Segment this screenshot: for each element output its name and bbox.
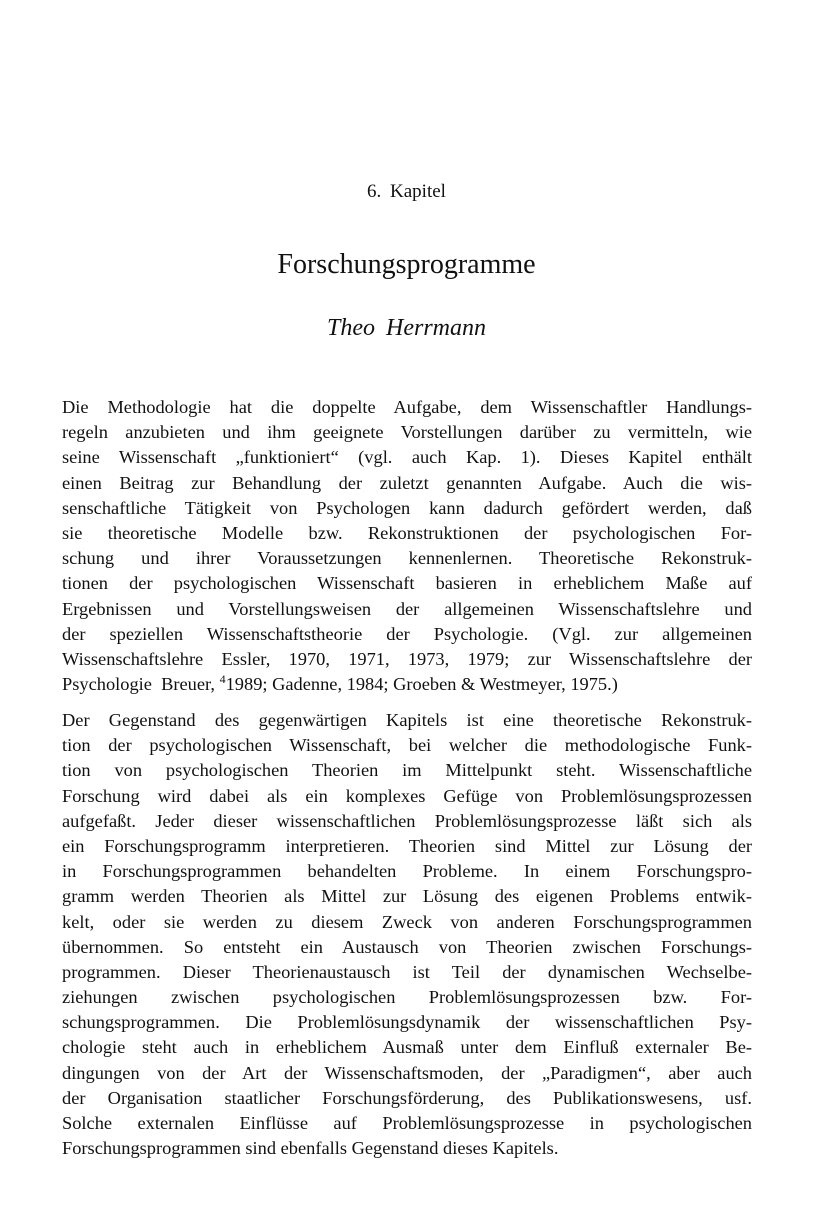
paragraph-2: [62, 708, 752, 1161]
text-line: Wissenschaftslehre Essler, 1970, 1971, 1973, 1979; zur Wissenschaftslehre der: [62, 648, 752, 669]
edition-superscript: 4: [219, 671, 226, 686]
text-line: gramm werden Theorien als Mittel zur Lösung des eigenen Problems entwik-: [62, 886, 752, 907]
text-line: einen Beitrag zur Behandlung der zuletzt genannten Aufgabe. Auch die wis-: [62, 472, 752, 493]
citation-text-rest: 1989; Gadenne, 1984; Groeben & Westmeyer, 1975.): [225, 674, 618, 695]
text-line: tionen der psychologischen Wissenschaft basieren in erheblichem Maße auf: [62, 573, 752, 594]
text-line: Forschung wird dabei als ein komplexes Gefüge von Problemlösungsprozessen: [62, 785, 752, 806]
text-line: chologie steht auch in erheblichem Ausmaß unter dem Einfluß externaler Be-: [62, 1037, 752, 1058]
paragraph-1: [62, 395, 752, 697]
text-line-citation: [62, 672, 752, 697]
text-line: schung und ihrer Voraussetzungen kennenlernen. Theoretische Rekonstruk-: [62, 548, 752, 569]
text-line: senschaftliche Tätigkeit von Psychologen kann dadurch gefördert werden, daß: [62, 497, 752, 518]
author-name: Theo Herrmann: [327, 315, 486, 341]
text-line: programmen. Dieser Theorienaustausch ist Teil der dynamischen Wechselbe-: [62, 961, 752, 982]
text-line: in Forschungsprogrammen behandelten Probleme. In einem Forschungspro-: [62, 861, 752, 882]
text-line: der Organisation staatlicher Forschungsförderung, des Publikationswesens, usf.: [62, 1087, 752, 1108]
text-line: seine Wissenschaft „funktioniert“ (vgl. auch Kap. 1). Dieses Kapitel enthält: [62, 447, 752, 468]
page-title: Forschungsprogramme: [277, 249, 536, 280]
text-line: übernommen. So entsteht ein Austausch von Theorien zwischen Forschungs-: [62, 936, 752, 957]
text-line: kelt, oder sie werden zu diesem Zweck von anderen Forschungsprogrammen: [62, 911, 752, 932]
text-line: Ergebnissen und Vorstellungsweisen der allgemeinen Wissenschaftslehre und: [62, 598, 752, 619]
text-line: der speziellen Wissenschaftstheorie der Psychologie. (Vgl. zur allgemeinen: [62, 623, 752, 644]
text-line: ziehungen zwischen psychologischen Problemlösungsprozessen bzw. For-: [62, 987, 752, 1008]
citation-text: Psychologie Breuer,: [62, 674, 220, 695]
text-line: Die Methodologie hat die doppelte Aufgabe, dem Wissenschaftler Handlungs-: [62, 397, 752, 417]
text-line: sie theoretische Modelle bzw. Rekonstruktionen der psychologischen For-: [62, 522, 752, 543]
text-line: Forschungsprogrammen sind ebenfalls Gegenstand dieses Kapitels.: [62, 1138, 559, 1159]
text-line: tion der psychologischen Wissenschaft, bei welcher die methodologische Funk-: [62, 735, 752, 756]
text-line: regeln anzubieten und ihm geeignete Vorstellungen darüber zu vermitteln, wie: [62, 422, 752, 443]
text-line: aufgefaßt. Jeder dieser wissenschaftlichen Problemlösungsprozesse läßt sich als: [62, 810, 752, 831]
text-line: Der Gegenstand des gegenwärtigen Kapitels ist eine theoretische Rekonstruk-: [62, 710, 752, 730]
text-line: ein Forschungsprogramm interpretieren. Theorien sind Mittel zur Lösung der: [62, 835, 752, 856]
text-line: dingungen von der Art der Wissenschaftsmoden, der „Paradigmen“, aber auch: [62, 1062, 752, 1083]
text-line: Solche externalen Einflüsse auf Problemlösungsprozesse in psychologischen: [62, 1113, 752, 1133]
chapter-label: 6. Kapitel: [367, 181, 446, 202]
text-line: schungsprogrammen. Die Problemlösungsdynamik der wissenschaftlichen Psy-: [62, 1012, 752, 1033]
text-line: tion von psychologischen Theorien im Mittelpunkt steht. Wissenschaftliche: [62, 760, 752, 781]
